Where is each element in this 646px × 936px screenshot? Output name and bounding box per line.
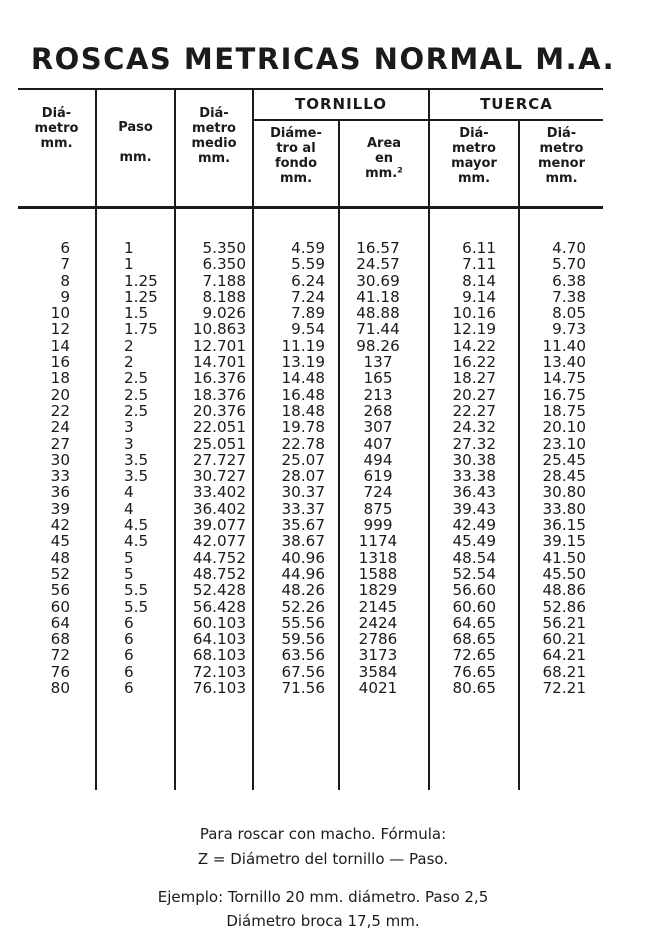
footer-drill-diameter: Diámetro broca 17,5 mm.	[226, 912, 420, 930]
table-cell: 10	[50, 304, 70, 323]
table-cell: 2786	[358, 630, 398, 649]
table-cell: 8	[60, 271, 70, 290]
table-cell: 16	[50, 353, 70, 372]
table-cell: 6	[124, 662, 134, 681]
table-cell: 18.27	[452, 369, 496, 388]
table-cell: 3.5	[124, 467, 149, 486]
page-title: ROSCAS METRICAS NORMAL M.A.	[30, 42, 616, 76]
table-cell: 42.49	[452, 516, 496, 535]
table-cell: 11.40	[542, 336, 586, 355]
table-cell: 30.727	[192, 467, 246, 486]
table-cell: 9.14	[462, 287, 496, 306]
table-cell: 19.78	[281, 418, 325, 437]
table-cell: 3	[124, 418, 134, 437]
table-cell: 18.48	[281, 401, 325, 420]
table-cell: 27.32	[452, 434, 496, 453]
column-divider	[428, 90, 430, 790]
table-cell: 72	[50, 646, 70, 665]
header-diametro: Diá- metro mm.	[34, 106, 79, 151]
table-cell: 14	[50, 336, 70, 355]
table-cell: 28.07	[281, 467, 325, 486]
table-cell: 9.026	[202, 304, 246, 323]
table-cell: 64.65	[452, 613, 496, 632]
table-cell: 2.5	[124, 401, 149, 420]
table-cell: 12.19	[452, 320, 496, 339]
table-cell: 16.376	[192, 369, 246, 388]
table-cell: 68.65	[452, 630, 496, 649]
table-cell: 2	[124, 336, 134, 355]
table-cell: 27	[50, 434, 70, 453]
table-cell: 33.37	[281, 499, 325, 518]
table-cell: 7.188	[202, 271, 246, 290]
table-cell: 52.428	[192, 581, 246, 600]
table-cell: 30.80	[542, 483, 586, 502]
table-cell: 42	[50, 516, 70, 535]
table-cell: 5.5	[124, 597, 149, 616]
table-cell: 494	[363, 450, 393, 469]
table-cell: 3584	[358, 662, 398, 681]
table-cell: 24.57	[356, 255, 400, 274]
footer-example: Ejemplo: Tornillo 20 mm. diámetro. Paso 2,5	[157, 888, 489, 906]
table-cell: 64	[50, 613, 70, 632]
footer-formula: Z = Diámetro del tornillo — Paso.	[197, 850, 449, 868]
table-cell: 6	[60, 239, 70, 257]
table-cell: 13.19	[281, 353, 325, 372]
table-cell: 56.428	[192, 597, 246, 616]
table-cell: 48.752	[192, 564, 246, 583]
table-cell: 64.21	[542, 646, 586, 665]
table-cell: 14.22	[452, 336, 496, 355]
table-cell: 1.25	[124, 287, 158, 306]
table-cell: 10.16	[452, 304, 496, 323]
table-cell: 407	[363, 434, 393, 453]
table-cell: 68	[50, 630, 70, 649]
column-diametro-medio	[180, 240, 246, 696]
column-diametro	[24, 240, 70, 696]
table-cell: 20.10	[542, 418, 586, 437]
table-cell: 60.103	[192, 613, 246, 632]
table-cell: 45.49	[452, 532, 496, 551]
table-cell: 875	[363, 499, 393, 518]
table-cell: 14.48	[281, 369, 325, 388]
header-diametro-mayor: Diá- metro mayor mm.	[451, 126, 497, 186]
table-cell: 6.11	[462, 239, 496, 257]
table-cell: 30	[50, 450, 70, 469]
table-cell: 27.727	[192, 450, 246, 469]
column-area	[340, 240, 416, 696]
table-cell: 60.60	[452, 597, 496, 616]
table-cell: 76.103	[192, 679, 246, 698]
table-cell: 45	[50, 532, 70, 551]
table-cell: 1174	[358, 532, 398, 551]
table-cell: 4021	[358, 679, 398, 698]
table-cell: 1	[124, 255, 134, 274]
table-cell: 59.56	[281, 630, 325, 649]
table-cell: 1.5	[124, 304, 149, 323]
table-cell: 12.701	[192, 336, 246, 355]
table-cell: 68.103	[192, 646, 246, 665]
table-cell: 18.75	[542, 401, 586, 420]
table-cell: 33.38	[452, 467, 496, 486]
table-cell: 1588	[358, 564, 398, 583]
table-cell: 137	[363, 353, 393, 372]
header-bottom-rule	[18, 206, 603, 209]
table-cell: 22.051	[192, 418, 246, 437]
table-cell: 38.67	[281, 532, 325, 551]
table-cell: 36.43	[452, 483, 496, 502]
table-cell: 5.59	[291, 255, 325, 274]
table-cell: 11.19	[281, 336, 325, 355]
table-cell: 4.59	[291, 239, 325, 257]
table-cell: 72.103	[192, 662, 246, 681]
table-cell: 16.75	[542, 385, 586, 404]
table-cell: 9	[60, 287, 70, 306]
column-diametro-mayor	[440, 240, 496, 696]
table-cell: 80	[50, 679, 70, 698]
column-divider	[518, 121, 520, 790]
table-cell: 39.15	[542, 532, 586, 551]
table-cell: 999	[363, 516, 393, 535]
table-cell: 4.5	[124, 516, 149, 535]
table-cell: 56.60	[452, 581, 496, 600]
tuerca-group-rule	[430, 119, 603, 121]
table-cell: 48.88	[356, 304, 400, 323]
table-cell: 5	[124, 548, 134, 567]
table-cell: 72.65	[452, 646, 496, 665]
table-cell: 2	[124, 353, 134, 372]
table-cell: 20.27	[452, 385, 496, 404]
table-cell: 48.86	[542, 581, 586, 600]
table-cell: 48.54	[452, 548, 496, 567]
table-cell: 45.50	[542, 564, 586, 583]
table-cell: 22.27	[452, 401, 496, 420]
table-cell: 1.75	[124, 320, 158, 339]
table-cell: 41.18	[356, 287, 400, 306]
table-cell: 30.37	[281, 483, 325, 502]
table-cell: 52.86	[542, 597, 586, 616]
table-cell: 3.5	[124, 450, 149, 469]
table-cell: 44.96	[281, 564, 325, 583]
table-cell: 6	[124, 613, 134, 632]
table-cell: 76	[50, 662, 70, 681]
table-cell: 16.22	[452, 353, 496, 372]
table-cell: 2424	[358, 613, 398, 632]
header-diametro-menor: Diá- metro menor mm.	[538, 126, 585, 186]
table-cell: 30.38	[452, 450, 496, 469]
table-cell: 56	[50, 581, 70, 600]
table-cell: 44.752	[192, 548, 246, 567]
table-cell: 6	[124, 679, 134, 698]
table-cell: 39.077	[192, 516, 246, 535]
table-cell: 7.89	[291, 304, 325, 323]
table-cell: 39	[50, 499, 70, 518]
table-cell: 307	[363, 418, 393, 437]
table-cell: 165	[363, 369, 393, 388]
table-cell: 7	[60, 255, 70, 274]
table-cell: 2.5	[124, 385, 149, 404]
table-cell: 25.07	[281, 450, 325, 469]
table-cell: 22.78	[281, 434, 325, 453]
table-cell: 4.5	[124, 532, 149, 551]
table-cell: 60.21	[542, 630, 586, 649]
table-cell: 40.96	[281, 548, 325, 567]
table-cell: 24	[50, 418, 70, 437]
table-cell: 14.75	[542, 369, 586, 388]
table-cell: 5	[124, 564, 134, 583]
table-cell: 48	[50, 548, 70, 567]
table-cell: 60	[50, 597, 70, 616]
column-divider	[95, 90, 97, 790]
header-tuerca-group: TUERCA	[480, 95, 553, 113]
table-cell: 5.70	[552, 255, 586, 274]
table-cell: 63.56	[281, 646, 325, 665]
table-cell: 98.26	[356, 336, 400, 355]
table-cell: 8.188	[202, 287, 246, 306]
table-cell: 6.24	[291, 271, 325, 290]
table-cell: 7.11	[462, 255, 496, 274]
header-paso: Paso mm.	[118, 120, 153, 165]
table-cell: 24.32	[452, 418, 496, 437]
table-cell: 76.65	[452, 662, 496, 681]
table-cell: 2.5	[124, 369, 149, 388]
header-tornillo-group: TORNILLO	[294, 95, 387, 113]
table-cell: 5.5	[124, 581, 149, 600]
table-cell: 1829	[358, 581, 398, 600]
table-cell: 18.376	[192, 385, 246, 404]
table-cell: 5.350	[202, 239, 246, 257]
footer-formula-intro: Para roscar con macho. Fórmula:	[199, 825, 447, 843]
header-diametro-fondo: Diáme- tro al fondo mm.	[270, 126, 322, 186]
table-cell: 52	[50, 564, 70, 583]
table-cell: 4	[124, 483, 134, 502]
table-cell: 25.45	[542, 450, 586, 469]
table-cell: 8.05	[552, 304, 586, 323]
table-cell: 33.402	[192, 483, 246, 502]
table-cell: 6.350	[202, 255, 246, 274]
table-cell: 8.14	[462, 271, 496, 290]
table-cell: 20.376	[192, 401, 246, 420]
table-cell: 36.402	[192, 499, 246, 518]
tornillo-group-rule	[253, 119, 428, 121]
table-cell: 12	[50, 320, 70, 339]
column-diametro-menor	[524, 240, 586, 696]
table-cell: 4.70	[552, 239, 586, 257]
table-cell: 67.56	[281, 662, 325, 681]
table-cell: 20	[50, 385, 70, 404]
table-cell: 55.56	[281, 613, 325, 632]
table-cell: 23.10	[542, 434, 586, 453]
table-cell: 18	[50, 369, 70, 388]
table-cell: 16.57	[356, 239, 400, 257]
table-cell: 1318	[358, 548, 398, 567]
table-cell: 56.21	[542, 613, 586, 632]
table-cell: 268	[363, 401, 393, 420]
table-cell: 1.25	[124, 271, 158, 290]
table-cell: 41.50	[542, 548, 586, 567]
table-cell: 9.54	[291, 320, 325, 339]
table-cell: 619	[363, 467, 393, 486]
table-cell: 6	[124, 630, 134, 649]
table-cell: 80.65	[452, 679, 496, 698]
header-area: Area en mm.²	[365, 136, 403, 181]
header-diametro-medio: Diá- metro medio mm.	[191, 106, 237, 166]
table-cell: 3173	[358, 646, 398, 665]
table-cell: 30.69	[356, 271, 400, 290]
table-cell: 48.26	[281, 581, 325, 600]
table-cell: 213	[363, 385, 393, 404]
table-cell: 1	[124, 239, 134, 257]
table-cell: 35.67	[281, 516, 325, 535]
table-cell: 10.863	[192, 320, 246, 339]
table-cell: 3	[124, 434, 134, 453]
table-cell: 36	[50, 483, 70, 502]
table-cell: 14.701	[192, 353, 246, 372]
table-cell: 33.80	[542, 499, 586, 518]
table-cell: 13.40	[542, 353, 586, 372]
table-cell: 71.44	[356, 320, 400, 339]
table-cell: 52.26	[281, 597, 325, 616]
table-cell: 724	[363, 483, 393, 502]
table-cell: 71.56	[281, 679, 325, 698]
table-cell: 22	[50, 401, 70, 420]
table-cell: 36.15	[542, 516, 586, 535]
table-cell: 72.21	[542, 679, 586, 698]
column-diametro-fondo	[262, 240, 325, 696]
table-cell: 28.45	[542, 467, 586, 486]
table-cell: 9.73	[552, 320, 586, 339]
column-paso	[124, 240, 174, 696]
table-cell: 68.21	[542, 662, 586, 681]
table-cell: 7.38	[552, 287, 586, 306]
table-cell: 4	[124, 499, 134, 518]
table-cell: 52.54	[452, 564, 496, 583]
column-divider	[174, 90, 176, 790]
table-cell: 2145	[358, 597, 398, 616]
table-cell: 64.103	[192, 630, 246, 649]
table-cell: 16.48	[281, 385, 325, 404]
table-cell: 33	[50, 467, 70, 486]
table-cell: 42.077	[192, 532, 246, 551]
table-cell: 7.24	[291, 287, 325, 306]
column-divider	[252, 90, 254, 790]
table-top-rule	[18, 88, 603, 90]
table-cell: 6	[124, 646, 134, 665]
table-cell: 6.38	[552, 271, 586, 290]
table-cell: 25.051	[192, 434, 246, 453]
table-cell: 39.43	[452, 499, 496, 518]
